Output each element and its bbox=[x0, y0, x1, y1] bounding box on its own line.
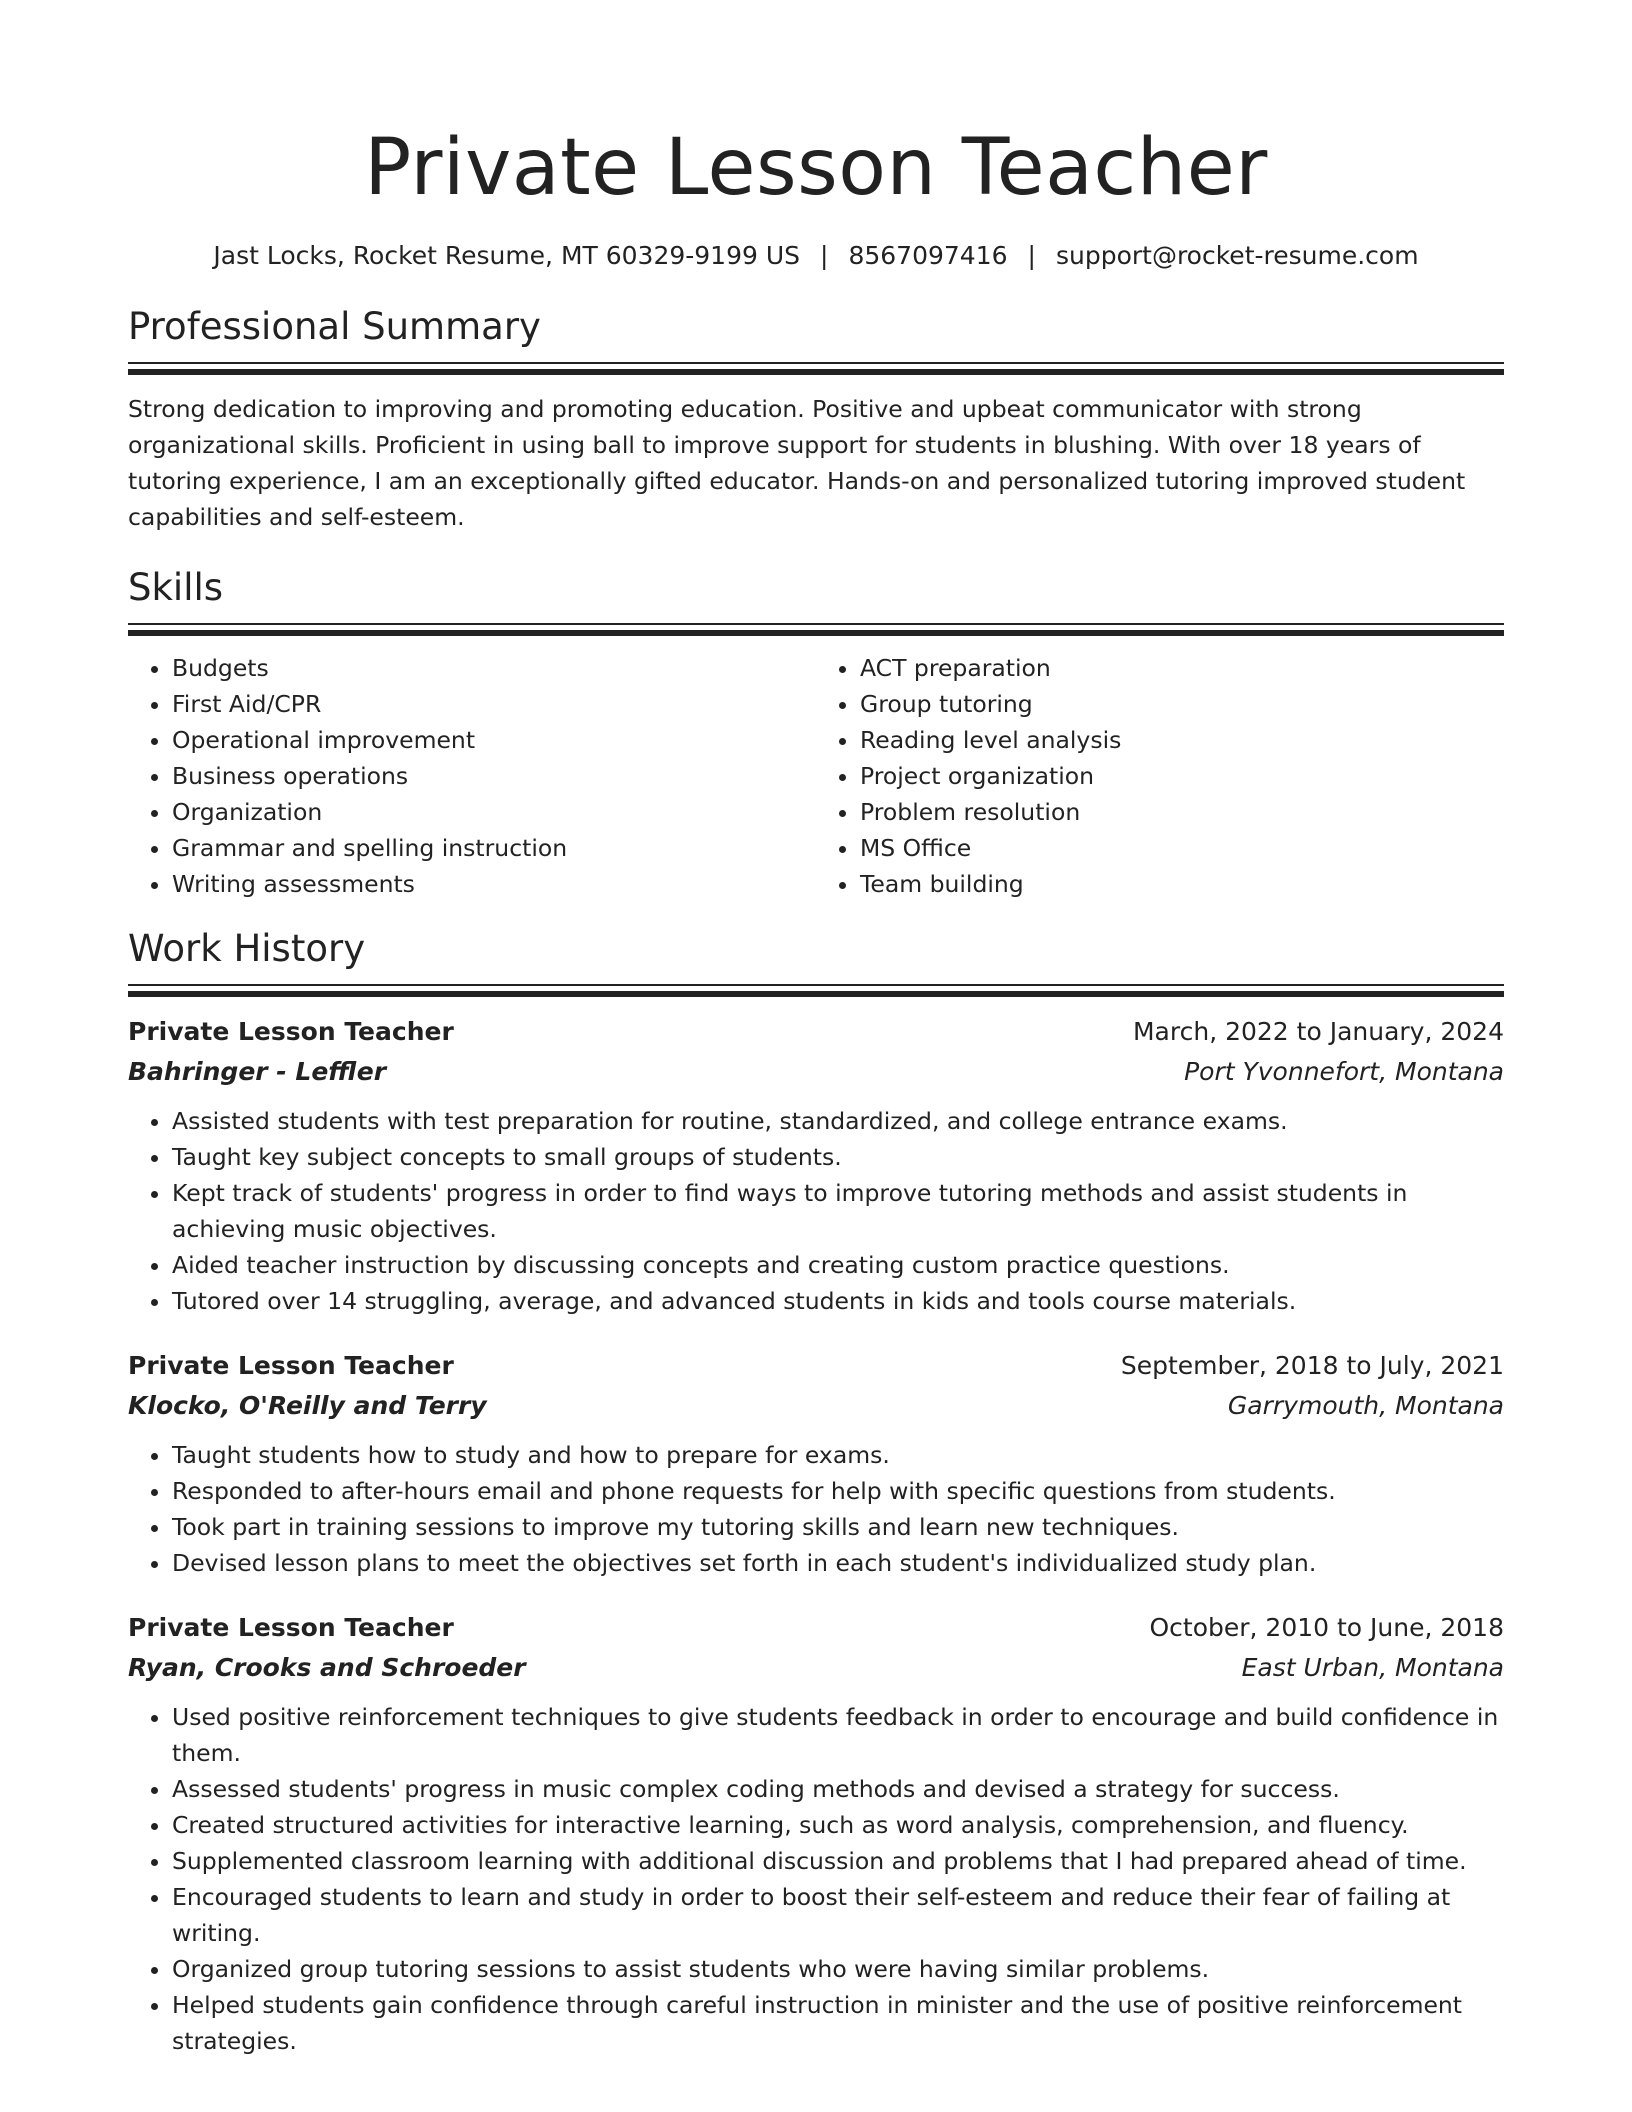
job-location: East Urban, Montana bbox=[1241, 1653, 1504, 1682]
skill-item: • Problem resolution bbox=[860, 794, 1504, 830]
job-bullet: • Used positive reinforcement techniques to give students feedback in order to encourage and build confidence in them. bbox=[172, 1699, 1504, 1771]
job-bullet: • Aided teacher instruction by discussing concepts and creating custom practice questions. bbox=[172, 1247, 1504, 1283]
skills-list-left bbox=[128, 650, 816, 902]
skill-item: • Reading level analysis bbox=[860, 722, 1504, 758]
job-company: Bahringer - Leffler bbox=[128, 1057, 387, 1086]
section-title-work-history: Work History bbox=[128, 927, 366, 970]
job-bullets bbox=[128, 1699, 1504, 2059]
job-bullet: • Supplemented classroom learning with additional discussion and problems that I had prepared ahead of time. bbox=[172, 1843, 1504, 1879]
job-bullet: • Helped students gain confidence through careful instruction in minister and the use of positive reinforcement strategies. bbox=[172, 1987, 1504, 2059]
work-history-section bbox=[128, 924, 1504, 2059]
section-title-summary: Professional Summary bbox=[128, 305, 541, 348]
job-bullets bbox=[128, 1103, 1504, 1319]
section-title-skills: Skills bbox=[128, 566, 224, 609]
job-bullet: • Devised lesson plans to meet the objectives set forth in each student's individualized study plan. bbox=[172, 1545, 1504, 1581]
skills-list-right bbox=[816, 650, 1504, 902]
skill-item: • Writing assessments bbox=[172, 866, 816, 902]
job-entry bbox=[128, 1347, 1504, 1581]
job-location: Port Yvonnefort, Montana bbox=[1184, 1057, 1504, 1086]
skill-item: • MS Office bbox=[860, 830, 1504, 866]
skill-item: • Budgets bbox=[172, 650, 816, 686]
contact-line bbox=[128, 238, 1504, 274]
job-bullet: • Organized group tutoring sessions to assist students who were having similar problems. bbox=[172, 1951, 1504, 1987]
skill-item: • Grammar and spelling instruction bbox=[172, 830, 816, 866]
job-bullet: • Encouraged students to learn and study in order to boost their self-esteem and reduce their fear of failing at writing. bbox=[172, 1879, 1504, 1951]
job-bullet: • Took part in training sessions to improve my tutoring skills and learn new techniques. bbox=[172, 1509, 1504, 1545]
contact-address: Jast Locks, Rocket Resume, MT 60329-9199 US bbox=[213, 241, 801, 270]
section-divider bbox=[128, 362, 1504, 375]
job-bullet: • Created structured activities for interactive learning, such as word analysis, comprehension, and fluency. bbox=[172, 1807, 1504, 1843]
job-title: Private Lesson Teacher bbox=[128, 1613, 454, 1642]
job-entry bbox=[128, 1013, 1504, 1319]
section-divider bbox=[128, 984, 1504, 997]
contact-separator: | bbox=[820, 241, 829, 270]
job-bullet: • Taught students how to study and how to prepare for exams. bbox=[172, 1437, 1504, 1473]
skill-item: • Business operations bbox=[172, 758, 816, 794]
skills-columns bbox=[128, 650, 1504, 902]
job-bullets bbox=[128, 1437, 1504, 1581]
contact-email: support@rocket-resume.com bbox=[1055, 241, 1419, 270]
job-subheader bbox=[128, 1387, 1504, 1425]
skill-item: • ACT preparation bbox=[860, 650, 1504, 686]
resume-content bbox=[128, 0, 1504, 2059]
job-header bbox=[128, 1609, 1504, 1647]
job-title: Private Lesson Teacher bbox=[128, 1351, 454, 1380]
job-subheader bbox=[128, 1053, 1504, 1091]
job-bullet: • Assisted students with test preparation for routine, standardized, and college entrance exams. bbox=[172, 1103, 1504, 1139]
summary-section bbox=[128, 302, 1504, 535]
resume-name: Private Lesson Teacher bbox=[364, 123, 1268, 213]
job-dates: September, 2018 to July, 2021 bbox=[1120, 1351, 1504, 1380]
job-bullet: • Responded to after-hours email and phone requests for help with specific questions from students. bbox=[172, 1473, 1504, 1509]
skill-item: • Organization bbox=[172, 794, 816, 830]
contact-separator: | bbox=[1027, 241, 1036, 270]
skill-item: • First Aid/CPR bbox=[172, 686, 816, 722]
job-title: Private Lesson Teacher bbox=[128, 1017, 454, 1046]
job-header bbox=[128, 1013, 1504, 1051]
skill-item: • Project organization bbox=[860, 758, 1504, 794]
job-location: Garrymouth, Montana bbox=[1227, 1391, 1504, 1420]
skill-item: • Group tutoring bbox=[860, 686, 1504, 722]
job-dates: October, 2010 to June, 2018 bbox=[1149, 1613, 1504, 1642]
skill-item: • Operational improvement bbox=[172, 722, 816, 758]
contact-phone: 8567097416 bbox=[848, 241, 1008, 270]
job-bullet: • Kept track of students' progress in order to find ways to improve tutoring methods and assist students in achieving music objectives. bbox=[172, 1175, 1504, 1247]
job-dates: March, 2022 to January, 2024 bbox=[1132, 1017, 1504, 1046]
job-subheader bbox=[128, 1649, 1504, 1687]
summary-text: Strong dedication to improving and promoting education. Positive and upbeat communicator with strong organizational skills. Proficient in using ball to improve support for students in blushing. With over 18 years of tutoring experience, I am an exceptionally gifted educator. Hands-on and personalized tutoring improved student capabilities and self-esteem. bbox=[128, 395, 1466, 531]
job-company: Klocko, O'Reilly and Terry bbox=[128, 1391, 487, 1420]
job-header bbox=[128, 1347, 1504, 1385]
job-company: Ryan, Crooks and Schroeder bbox=[128, 1653, 526, 1682]
job-bullet: • Tutored over 14 struggling, average, and advanced students in kids and tools course materials. bbox=[172, 1283, 1504, 1319]
skill-item: • Team building bbox=[860, 866, 1504, 902]
skills-section bbox=[128, 563, 1504, 902]
job-bullet: • Assessed students' progress in music complex coding methods and devised a strategy for success. bbox=[172, 1771, 1504, 1807]
job-bullet: • Taught key subject concepts to small groups of students. bbox=[172, 1139, 1504, 1175]
job-entry bbox=[128, 1609, 1504, 2059]
section-divider bbox=[128, 623, 1504, 636]
